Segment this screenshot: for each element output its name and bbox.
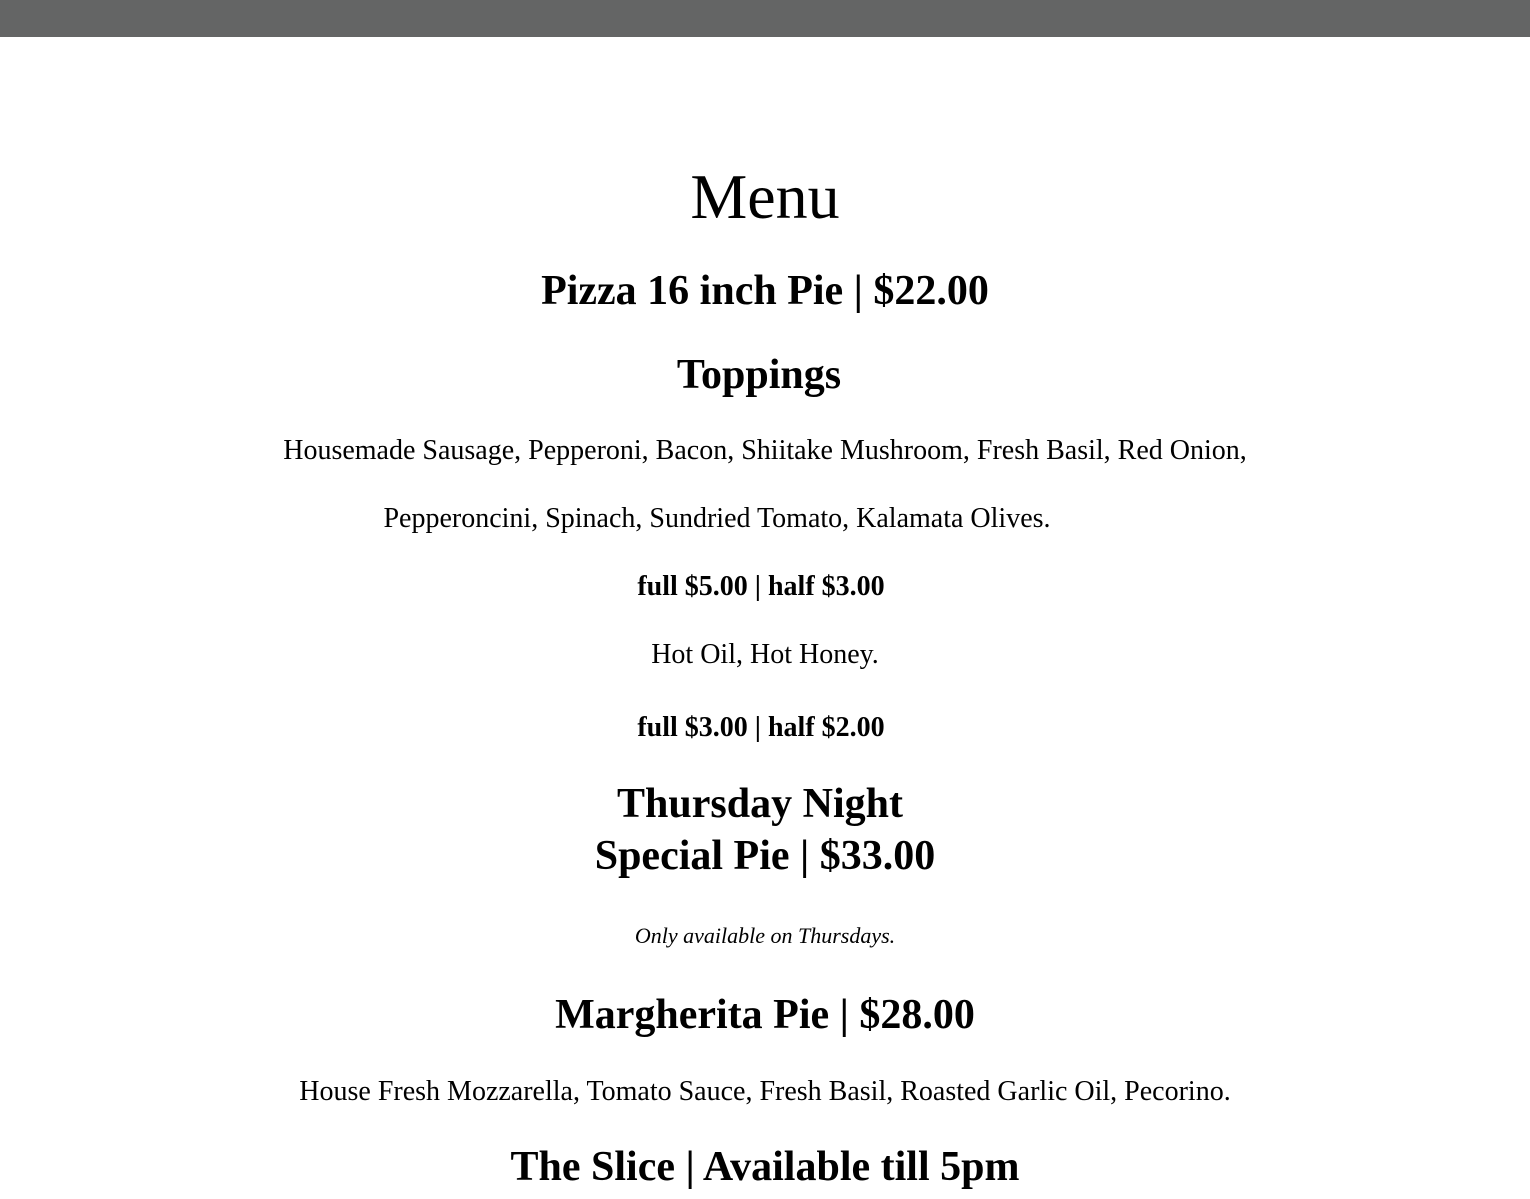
top-bar — [0, 0, 1530, 37]
thursday-note: Only available on Thursdays. — [634, 923, 896, 948]
pizza-heading: Pizza 16 inch Pie | $22.00 — [541, 268, 989, 314]
thursday-heading-line-1: Thursday Night — [617, 781, 903, 827]
page-title: Menu — [690, 161, 840, 232]
slice-heading: The Slice | Available till 5pm — [510, 1144, 1020, 1190]
margherita-description: House Fresh Mozzarella, Tomato Sauce, Fresh Basil, Roasted Garlic Oil, Pecorino. — [299, 1076, 1231, 1107]
thursday-heading-line-2: Special Pie | $33.00 — [594, 833, 936, 879]
margherita-heading: Margherita Pie | $28.00 — [555, 992, 975, 1038]
toppings-price-1: full $5.00 | half $3.00 — [637, 571, 885, 602]
toppings-price-2: full $3.00 | half $2.00 — [637, 712, 885, 743]
toppings-list-line-2: Pepperoncini, Spinach, Sundried Tomato, Kalamata Olives. — [383, 503, 1051, 534]
toppings-heading: Toppings — [676, 352, 842, 398]
thursday-special-heading — [0, 778, 1530, 882]
toppings-extras: Hot Oil, Hot Honey. — [651, 639, 879, 670]
toppings-list-line-1: Housemade Sausage, Pepperoni, Bacon, Shiitake Mushroom, Fresh Basil, Red Onion, — [283, 435, 1247, 466]
